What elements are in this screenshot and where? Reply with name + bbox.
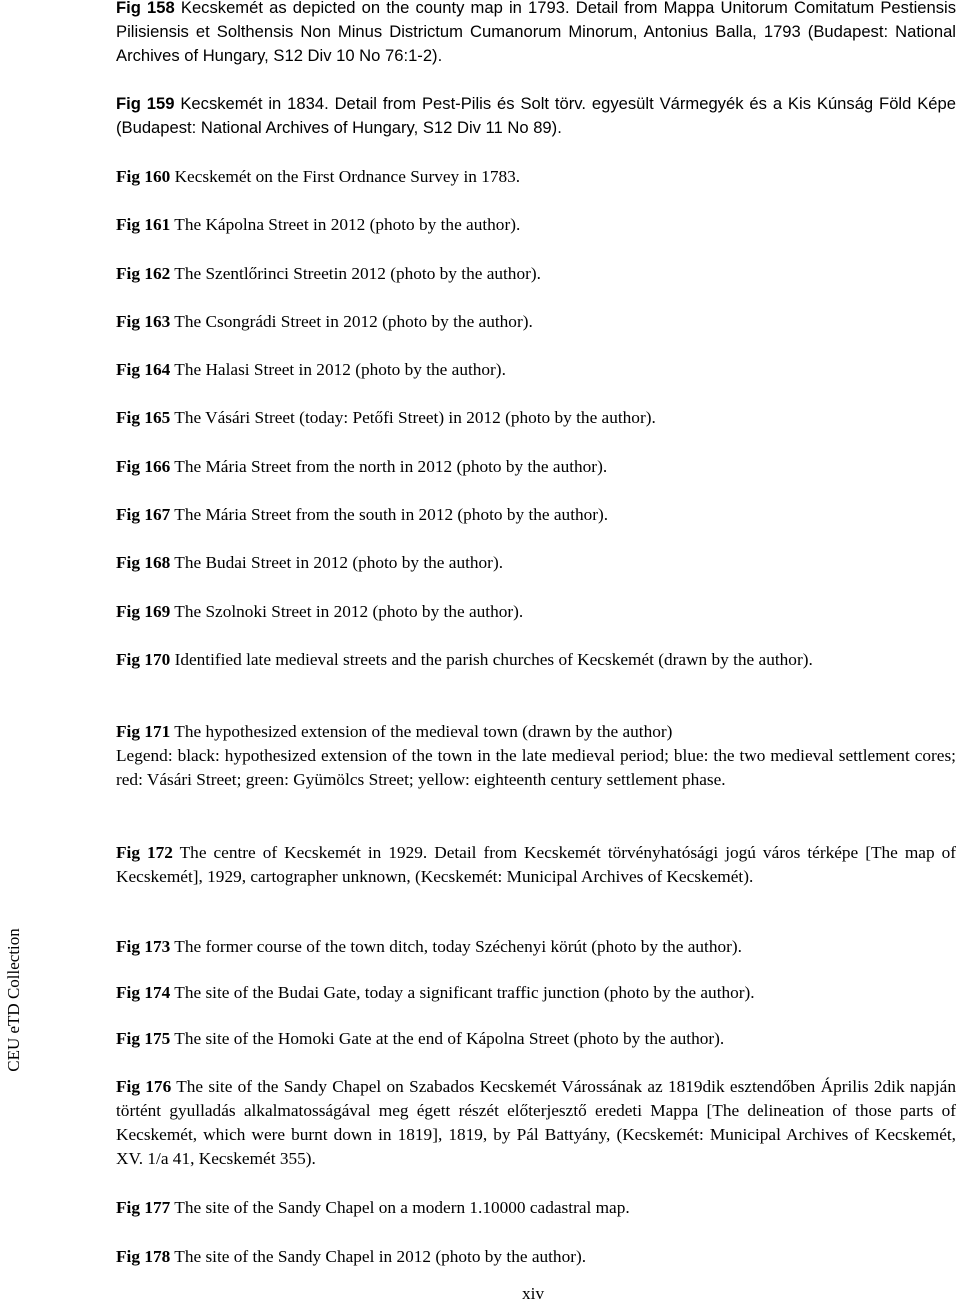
caption-label: Fig 159: [116, 94, 175, 113]
caption-legend: Legend: black: hypothesized extension of the town in the late medieval period; blue: the two medieval settlement cores; red: Vásári Street; green: Gyümölcs Street; yellow: eighteenth century settlement phase.: [116, 746, 956, 789]
caption-text: The Budai Street in 2012 (photo by the author).: [170, 553, 504, 572]
caption-label: Fig 171: [116, 722, 171, 741]
caption-fig-162: [116, 262, 956, 286]
caption-text: The former course of the town ditch, today Széchenyi körút (photo by the author).: [170, 937, 742, 956]
caption-fig-170: [116, 648, 956, 672]
caption-label: Fig 169: [116, 602, 171, 621]
caption-label: Fig 168: [116, 553, 171, 572]
caption-text: The Szolnoki Street in 2012 (photo by the author).: [170, 602, 524, 621]
caption-fig-176: [116, 1075, 956, 1171]
caption-fig-172: [116, 841, 956, 889]
caption-fig-167: [116, 503, 956, 527]
caption-label: Fig 161: [116, 215, 171, 234]
caption-fig-166: [116, 455, 956, 479]
caption-fig-158: [116, 0, 956, 68]
caption-text: The centre of Kecskemét in 1929. Detail from Kecskemét törvényhatósági jogú város térképe [The map of Kecskemét], 1929, cartographer unknown, (Kecskemét: Municipal Archives of Kecskemét).: [116, 843, 956, 886]
caption-text: Kecskemét on the First Ordnance Survey in 1783.: [170, 167, 521, 186]
caption-fig-160: [116, 165, 956, 189]
caption-label: Fig 178: [116, 1247, 171, 1266]
caption-fig-177: [116, 1196, 956, 1220]
caption-fig-174: [116, 981, 956, 1005]
caption-text: The site of the Sandy Chapel in 2012 (photo by the author).: [170, 1247, 587, 1266]
caption-fig-161: [116, 213, 956, 237]
caption-label: Fig 164: [116, 360, 171, 379]
caption-text: The Vásári Street (today: Petőfi Street) in 2012 (photo by the author).: [170, 408, 656, 427]
caption-label: Fig 167: [116, 505, 171, 524]
caption-label: Fig 162: [116, 264, 171, 283]
caption-fig-159: [116, 92, 956, 140]
caption-label: Fig 163: [116, 312, 171, 331]
caption-label: Fig 170: [116, 650, 171, 669]
caption-fig-168: [116, 551, 956, 575]
caption-fig-178: [116, 1245, 956, 1269]
caption-fig-164: [116, 358, 956, 382]
caption-fig-169: [116, 600, 956, 624]
side-watermark: [2, 920, 26, 1080]
caption-fig-165: [116, 406, 956, 430]
caption-label: Fig 176: [116, 1077, 172, 1096]
caption-label: Fig 172: [116, 843, 173, 862]
caption-label: Fig 173: [116, 937, 171, 956]
caption-fig-175: [116, 1027, 956, 1051]
caption-fig-173: [116, 935, 956, 959]
caption-label: Fig 166: [116, 457, 171, 476]
caption-label: Fig 165: [116, 408, 171, 427]
caption-text: The site of the Sandy Chapel on Szabados Kecskemét Várossának az 1819dik esztendőben Április 2dik napján történt gyulladás alkalmatosságával meg égett részét előterjesztő eredeti Mappa [The delineation of those parts of Kecskemét, which were burnt down in 1819], 1819, by Pál Battyány, (Kecskemét: Municipal Archives of Kecskemét, XV. 1/a 41, Kecskemét 355).: [116, 1077, 956, 1168]
caption-text: The Halasi Street in 2012 (photo by the author).: [170, 360, 506, 379]
caption-text: The Csongrádi Street in 2012 (photo by the author).: [170, 312, 533, 331]
caption-text: The Mária Street from the south in 2012 (photo by the author).: [170, 505, 609, 524]
caption-text: Kecskemét as depicted on the county map in 1793. Detail from Mappa Unitorum Comitatum Pestiensis Pilisiensis et Solthensis Non Minus Districtum Cumanorum Minorum, Antonius Balla, 1793 (Budapest: National Archives of Hungary, S12 Div 10 No 76:1-2).: [116, 0, 956, 65]
side-watermark-text: CEU eTD Collection: [4, 928, 23, 1072]
caption-text: The Kápolna Street in 2012 (photo by the author).: [170, 215, 521, 234]
caption-text: Identified late medieval streets and the parish churches of Kecskemét (drawn by the author).: [170, 650, 813, 669]
caption-label: Fig 177: [116, 1198, 171, 1217]
caption-fig-171: [116, 720, 956, 792]
caption-text: The Szentlőrinci Streetin 2012 (photo by the author).: [170, 264, 541, 283]
caption-label: Fig 175: [116, 1029, 171, 1048]
caption-label: Fig 174: [116, 983, 171, 1002]
caption-fig-163: [116, 310, 956, 334]
caption-label: Fig 160: [116, 167, 171, 186]
caption-text: The hypothesized extension of the medieval town (drawn by the author): [170, 722, 673, 741]
caption-label: Fig 158: [116, 0, 175, 17]
caption-text: The Mária Street from the north in 2012 (photo by the author).: [170, 457, 608, 476]
caption-text: The site of the Budai Gate, today a significant traffic junction (photo by the author).: [170, 983, 755, 1002]
page-number: xiv: [522, 1284, 545, 1303]
caption-text: Kecskemét in 1834. Detail from Pest-Pilis és Solt törv. egyesült Vármegyék és a Kis Kúnság Föld Képe (Budapest: National Archives of Hungary, S12 Div 11 No 89).: [116, 94, 956, 137]
caption-text: The site of the Sandy Chapel on a modern 1.10000 cadastral map.: [170, 1198, 630, 1217]
caption-text: The site of the Homoki Gate at the end of Kápolna Street (photo by the author).: [170, 1029, 725, 1048]
caption-title: [116, 720, 956, 744]
